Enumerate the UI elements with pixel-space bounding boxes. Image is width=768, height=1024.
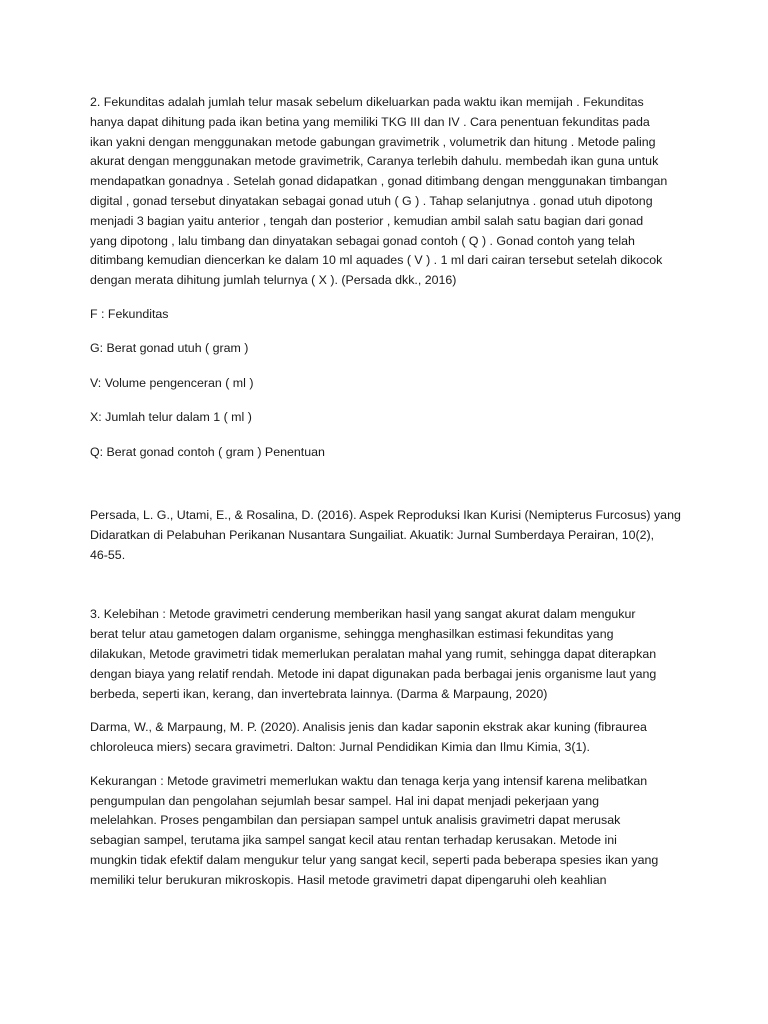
text-line: Persada, L. G., Utami, E., & Rosalina, D. (2016). Aspek Reproduksi Ikan Kurisi (Nemipterus Furcosus) yang (90, 507, 681, 522)
text-line: 3. Kelebihan : Metode gravimetri cenderung memberikan hasil yang sangat akurat dalam mengukur (90, 607, 636, 622)
document-body (90, 93, 680, 905)
text-line: chloroleuca miers) secara gravimetri. Dalton: Jurnal Pendidikan Kimia dan Ilmu Kimia, 3(1). (90, 740, 590, 755)
text-line: 2. Fekunditas adalah jumlah telur masak sebelum dikeluarkan pada waktu ikan memijah . Fekunditas (90, 95, 644, 109)
text-line: pengumpulan dan pengolahan sejumlah besar sampel. Hal ini dapat menjadi pekerjaan yang (90, 793, 600, 808)
text-line: mungkin tidak efektif dalam mengukur telur yang sangat kecil, seperti pada beberapa spesies ikan yang (90, 853, 659, 868)
text-line: Kekurangan : Metode gravimetri memerlukan waktu dan tenaga kerja yang intensif karena melibatkan (90, 773, 648, 788)
reference-darma (90, 718, 680, 758)
variable-x: X: Jumlah telur dalam 1 ( ml ) (90, 410, 252, 425)
variable-v: V: Volume pengenceran ( ml ) (90, 375, 254, 390)
variable-q: Q: Berat gonad contoh ( gram ) Penentuan (90, 444, 325, 459)
text-line: 46-55. (90, 547, 126, 562)
text-line: melelahkan. Proses pengambilan dan persiapan sampel untuk analisis gravimetri dapat merusak (90, 813, 621, 828)
kekurangan-paragraph (90, 772, 680, 891)
section-2-paragraph (90, 93, 680, 291)
text-line: hanya dapat dihitung pada ikan betina yang memiliki TKG III dan IV . Cara penentuan fekunditas pada (90, 114, 650, 129)
spacer (90, 477, 680, 506)
variable-g: G: Berat gonad utuh ( gram ) (90, 341, 249, 356)
text-line: yang dipotong , lalu timbang dan dinyatakan sebagai gonad contoh ( Q ) . Gonad contoh yang telah (90, 233, 635, 248)
text-line: mendapatkan gonadnya . Setelah gonad didapatkan , gonad ditimbang dengan menggunakan timbangan (90, 174, 668, 189)
text-line: memiliki telur berukuran mikroskopis. Hasil metode gravimetri dapat dipengaruhi oleh keahlian (90, 872, 607, 887)
text-line: dilakukan, Metode gravimetri tidak memerlukan peralatan mahal yang rumit, sehingga dapat diterapkan (90, 646, 657, 661)
text-line: dengan biaya yang relatif rendah. Metode ini dapat digunakan pada berbagai jenis organisme laut yang (90, 666, 657, 681)
text-line: berbeda, seperti ikan, kerang, dan invertebrata lainnya. (Darma & Marpaung, 2020) (90, 686, 548, 701)
text-line: akurat dengan menggunakan metode gravimetrik, Caranya terlebih dahulu. membedah ikan guna untuk (90, 154, 659, 169)
variable-f: F : Fekunditas (90, 306, 169, 321)
text-line: ikan yakni dengan menggunakan metode gabungan gravimetrik , volumetrik dan hitung . Metode paling (90, 134, 656, 149)
text-line: sebagian sampel, terutama jika sampel sangat kecil atau rentan terhadap kerusakan. Metode ini (90, 833, 617, 848)
section-3-paragraph (90, 605, 680, 704)
text-line: digital , gonad tersebut dinyatakan sebagai gonad utuh ( G ) . Tahap selanjutnya . gonad utuh dipotong (90, 193, 653, 208)
spacer (90, 579, 680, 605)
text-line: dengan merata dihitung jumlah telurnya ( X ). (Persada dkk., 2016) (90, 273, 457, 288)
text-line: berat telur atau gametogen dalam organisme, sehingga menghasilkan estimasi fekunditas yang (90, 627, 614, 642)
reference-persada (90, 506, 680, 565)
text-line: Didaratkan di Pelabuhan Perikanan Nusantara Sungailiat. Akuatik: Jurnal Sumberdaya Perairan, 10(2), (90, 527, 655, 542)
text-line: ditimbang kemudian diencerkan ke dalam 10 ml aquades ( V ) . 1 ml dari cairan tersebut setelah dikocok (90, 253, 663, 268)
text-line: menjadi 3 bagian yaitu anterior , tengah dan posterior , kemudian ambil salah satu bagian dari gonad (90, 213, 644, 228)
text-line: Darma, W., & Marpaung, M. P. (2020). Analisis jenis dan kadar saponin ekstrak akar kuning (fibraurea (90, 720, 647, 735)
